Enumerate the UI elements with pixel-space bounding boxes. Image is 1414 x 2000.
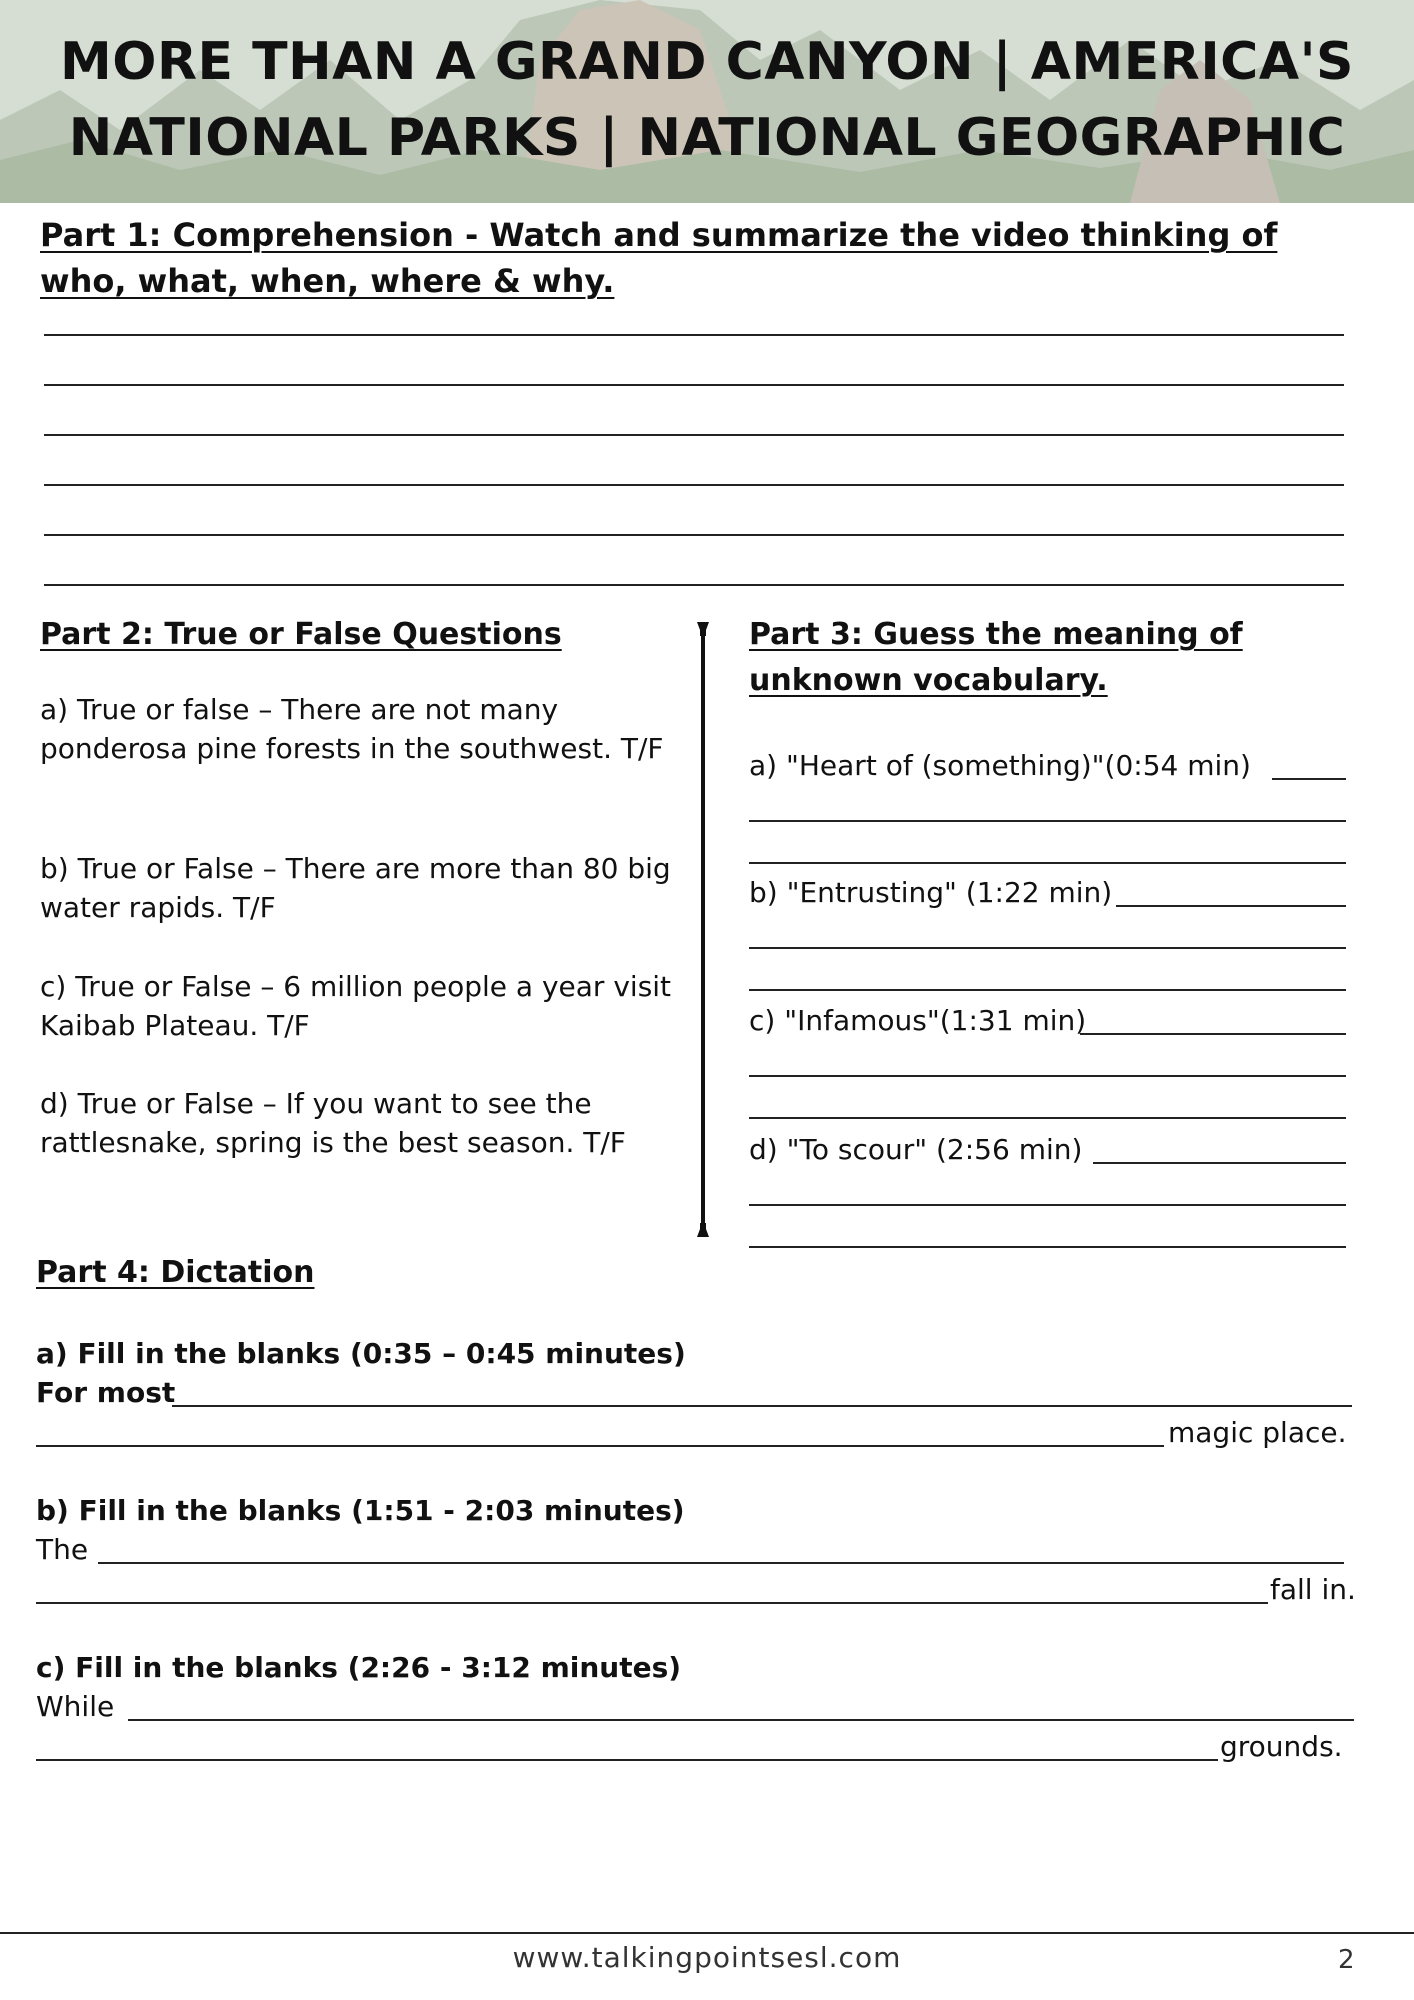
dictation-tail-c: grounds.: [1220, 1730, 1343, 1763]
dictation-blank[interactable]: [36, 1759, 1218, 1761]
answer-line[interactable]: [749, 862, 1346, 864]
dictation-lead-c: While: [36, 1690, 115, 1723]
footer-website: www.talkingpointsesl.com: [512, 1941, 902, 1974]
answer-line[interactable]: [44, 484, 1344, 486]
part1-heading: Part 1: Comprehension - Watch and summarize the video thinking of who, what, when, where & why.: [40, 216, 1278, 300]
vocab-question-b: b) "Entrusting" (1:22 min): [749, 876, 1113, 909]
true-false-question-a: a) True or false – There are not many ponderosa pine forests in the southwest. T/F: [40, 693, 664, 765]
answer-line[interactable]: [44, 434, 1344, 436]
dictation-label-b: b) Fill in the blanks (1:51 - 2:03 minutes): [36, 1494, 685, 1527]
answer-line[interactable]: [44, 534, 1344, 536]
dictation-blank[interactable]: [172, 1405, 1352, 1407]
dictation-blank[interactable]: [128, 1719, 1354, 1721]
true-false-question-d: d) True or False – If you want to see the rattlesnake, spring is the best season. T/F: [40, 1087, 626, 1159]
answer-line[interactable]: [749, 989, 1346, 991]
answer-line[interactable]: [749, 1204, 1346, 1206]
true-false-question-b: b) True or False – There are more than 80 big water rapids. T/F: [40, 852, 671, 924]
true-false-question-c: c) True or False – 6 million people a year visit Kaibab Plateau. T/F: [40, 970, 672, 1042]
dictation-blank[interactable]: [36, 1602, 1268, 1604]
answer-line[interactable]: [1272, 778, 1346, 780]
answer-line[interactable]: [44, 384, 1344, 386]
column-divider: [697, 622, 709, 1237]
answer-line[interactable]: [749, 1117, 1346, 1119]
answer-line[interactable]: [44, 584, 1344, 586]
answer-line[interactable]: [1080, 1033, 1346, 1035]
dictation-blank[interactable]: [98, 1562, 1344, 1564]
vocab-question-a: a) "Heart of (something)"(0:54 min): [749, 749, 1251, 782]
page-number: 2: [1338, 1945, 1355, 1975]
dictation-label-c: c) Fill in the blanks (2:26 - 3:12 minutes): [36, 1651, 682, 1684]
answer-line[interactable]: [749, 1246, 1346, 1248]
answer-line[interactable]: [749, 820, 1346, 822]
answer-line[interactable]: [749, 1075, 1346, 1077]
dictation-lead-b: The: [36, 1533, 89, 1566]
part2-heading: Part 2: True or False Questions: [40, 617, 562, 652]
vocab-question-d: d) "To scour" (2:56 min): [749, 1133, 1083, 1166]
dictation-label-a: a) Fill in the blanks (0:35 – 0:45 minutes): [36, 1337, 686, 1370]
answer-line[interactable]: [1093, 1162, 1346, 1164]
title-line-1: MORE THAN A GRAND CANYON | AMERICA'S: [60, 32, 1354, 92]
footer-rule: [0, 1932, 1414, 1934]
answer-line[interactable]: [1116, 905, 1346, 907]
part3-heading: Part 3: Guess the meaning of unknown vocabulary.: [749, 617, 1243, 698]
page-title: [0, 24, 1414, 176]
title-line-2: NATIONAL PARKS | NATIONAL GEOGRAPHIC: [68, 108, 1346, 168]
vocab-question-c: c) "Infamous"(1:31 min): [749, 1004, 1087, 1037]
dictation-tail-b: fall in.: [1270, 1573, 1356, 1606]
part4-heading: Part 4: Dictation: [36, 1255, 315, 1290]
dictation-tail-a: magic place.: [1168, 1416, 1347, 1449]
answer-line[interactable]: [44, 334, 1344, 336]
dictation-blank[interactable]: [36, 1445, 1164, 1447]
answer-line[interactable]: [749, 947, 1346, 949]
dictation-lead-a: For most: [36, 1376, 176, 1409]
header-banner: [0, 0, 1414, 203]
